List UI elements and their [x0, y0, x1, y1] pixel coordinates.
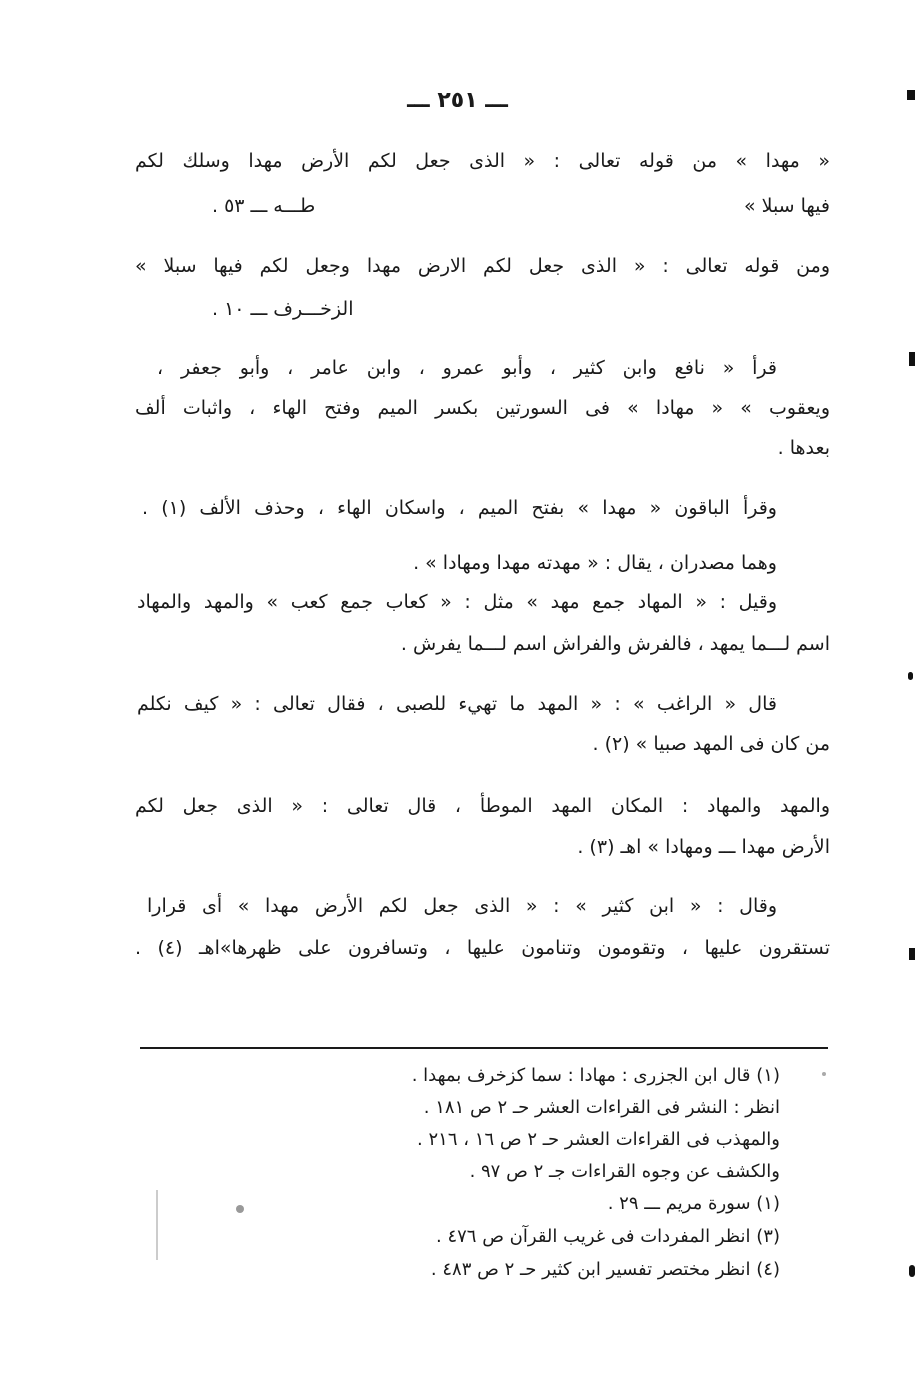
scan-speck — [236, 1205, 244, 1213]
paragraph-1-line-1: « مهدا » من قوله تعالى : « الذى جعل لكم الأرض مهدا وسلك لكم — [135, 150, 830, 172]
scan-edge-mark — [907, 90, 915, 100]
footnote-3: (٣) انظر المفردات فى غريب القرآن ص ٤٧٦ . — [436, 1226, 780, 1247]
footnote-1-ref-2: والمهذب فى القراءات العشر حـ ٢ ص ١٦ ، ٢١٦ . — [417, 1129, 780, 1150]
footnote-1: (١) قال ابن الجزرى : مهادا : سما كزخرف بمهدا . — [411, 1065, 780, 1086]
paragraph-5-line-2: من كان فى المهد صبيا » (٢) . — [592, 733, 830, 755]
paragraph-7-line-2: تستقرون عليها ، وتقومون وتنامون عليها ، وتسافرون على ظهرها»اهـ (٤) . — [135, 937, 831, 959]
paragraph-2-line-1: ومن قوله تعالى : « الذى جعل لكم الارض مهدا وجعل لكم فيها سبلا » — [135, 255, 830, 277]
paragraph-1-line-2-left: طـــه ـــ ٥٣ . — [212, 195, 316, 217]
footnote-2: (١) سورة مريم ـــ ٢٩ . — [607, 1193, 780, 1214]
footnote-4: (٤) انظر مختصر تفسير ابن كثير حـ ٢ ص ٤٨٣ . — [430, 1259, 780, 1280]
paragraph-2-line-2: الزخـــرف ـــ ١٠ . — [212, 298, 354, 320]
footnote-1-ref-1: انظر : النشر فى القراءات العشر حـ ٢ ص ١٨١ . — [423, 1097, 780, 1118]
scan-speck — [156, 1190, 158, 1260]
scan-speck — [822, 1072, 826, 1076]
paragraph-4-line-3: وقيل : « المهاد جمع مهد » مثل : « كعاب جمع كعب » والمهد والمهاد — [137, 591, 777, 613]
paragraph-3-line-3: بعدها . — [777, 437, 830, 459]
paragraph-3-line-1: قرأ « نافع وابن كثير ، وأبو عمرو ، وابن عامر ، وأبو جعفر ، — [157, 357, 777, 379]
paragraph-5-line-1: قال « الراغب » : « المهد ما تهيء للصبى ، فقال تعالى : « كيف نكلم — [137, 693, 777, 715]
scan-edge-mark — [908, 672, 913, 680]
scan-edge-mark — [909, 948, 915, 960]
paragraph-3-line-2: ويعقوب » « مهادا » فى السورتين بكسر الميم وفتح الهاء ، واثبات ألف — [135, 397, 830, 419]
paragraph-6-line-1: والمهد والمهاد : المكان المهد الموطأ ، قال تعالى : « الذى جعل لكم — [135, 795, 830, 817]
paragraph-4-line-1: وقرأ الباقون « مهدا » بفتح الميم ، واسكان الهاء ، وحذف الألف (١) . — [142, 497, 777, 519]
paragraph-4-line-2: وهما مصدران ، يقال : « مهدته مهدا ومهادا » . — [413, 552, 777, 574]
scan-edge-mark — [909, 1265, 915, 1277]
page-number: ـــ ٢٥١ ـــ — [407, 88, 508, 113]
paragraph-6-line-2: الأرض مهدا ـــ ومهادا » اهـ (٣) . — [577, 836, 830, 858]
paragraph-1-line-2-right: فيها سبلا » — [743, 195, 830, 217]
paragraph-7-line-1: وقال : « ابن كثير » : « الذى جعل لكم الأرض مهدا » أى قرارا — [147, 895, 777, 917]
footnote-separator — [140, 1047, 828, 1049]
scan-edge-mark — [909, 352, 915, 366]
footnote-1-ref-3: والكشف عن وجوه القراءات جـ ٢ ص ٩٧ . — [469, 1161, 780, 1182]
paragraph-4-line-4: اسم لـــما يمهد ، فالفرش والفراش اسم لـــما يفرش . — [400, 633, 830, 655]
